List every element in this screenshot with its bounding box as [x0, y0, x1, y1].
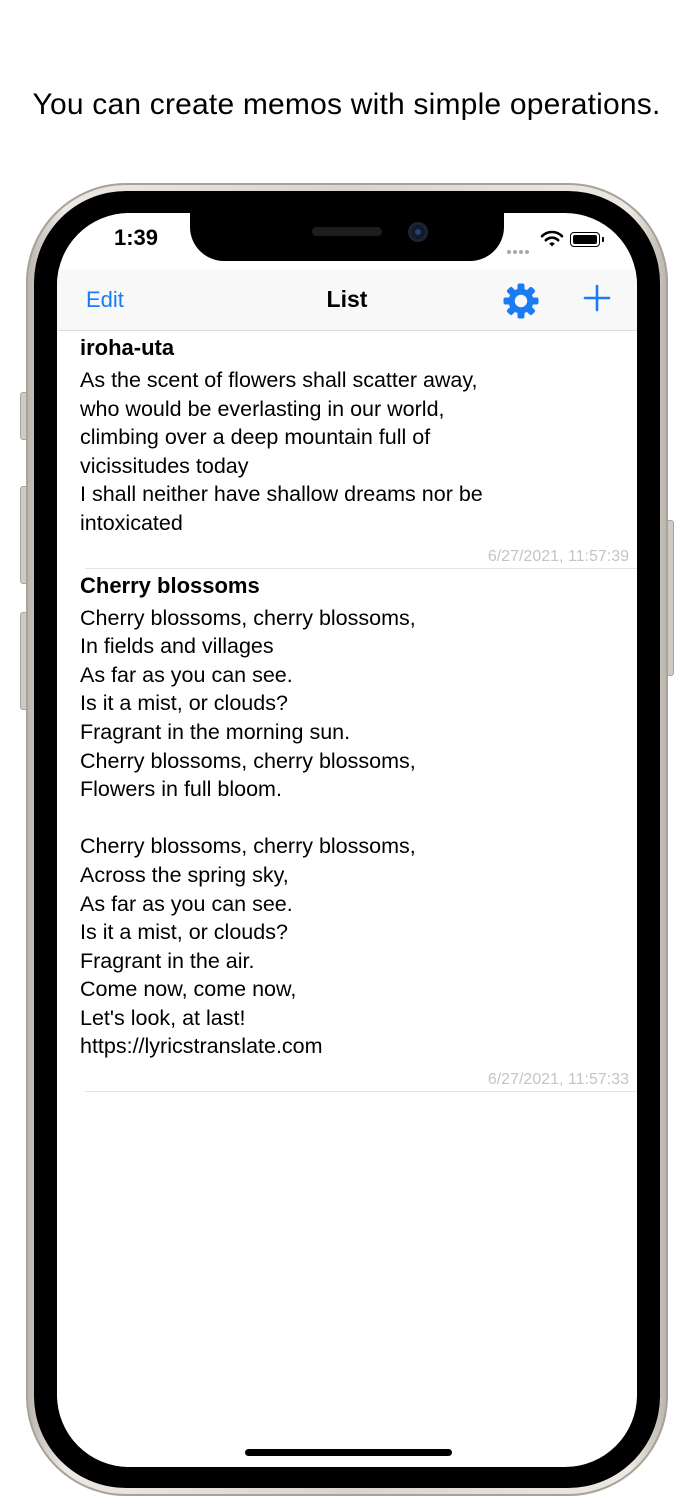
power-button [667, 520, 674, 676]
add-memo-button[interactable] [581, 282, 613, 314]
memo-body: As the scent of flowers shall scatter away, who would be everlasting in our world, climbing over a deep mountain full of vicissitudes today I shall neither have shallow dreams nor be intoxicated [80, 368, 483, 535]
memo-row[interactable] [57, 569, 637, 1093]
app-screen [57, 213, 637, 1467]
battery-icon [570, 232, 600, 247]
memo-timestamp: 6/27/2021, 11:57:33 [487, 1071, 629, 1089]
status-icons [507, 229, 617, 251]
row-divider [85, 1091, 637, 1092]
gear-icon [502, 282, 540, 320]
wifi-icon [540, 229, 564, 249]
promo-caption: You can create memos with simple operations. [32, 88, 661, 121]
front-camera-icon [408, 222, 428, 242]
volume-up-button [20, 486, 27, 584]
notch [190, 213, 504, 261]
speaker-grille [312, 227, 382, 236]
home-indicator[interactable] [245, 1449, 452, 1456]
signal-dots-icon [507, 241, 531, 259]
settings-button[interactable] [502, 282, 540, 320]
memo-title: iroha-uta [80, 335, 175, 360]
silent-switch [20, 392, 27, 440]
page-title: List [326, 286, 368, 312]
memo-row[interactable] [57, 331, 637, 569]
status-time: 1:39 [114, 225, 159, 250]
memo-body: Cherry blossoms, cherry blossoms, In fields and villages As far as you can see. Is it a mist, or clouds? Fragrant in the morning sun. Cherry blossoms, cherry blossoms, Flowers in full bloom. Cherry blossoms, cherry blossoms, Across the spring sky, As far as you can see. Is it a mist, or clouds? Fragrant in the air. Come now, come now, Let's look, at last! https://lyricstranslate.com [80, 605, 416, 1059]
edit-button[interactable]: Edit [86, 287, 124, 312]
volume-down-button [20, 612, 27, 710]
memo-timestamp: 6/27/2021, 11:57:39 [487, 547, 629, 565]
memo-title: Cherry blossoms [80, 572, 260, 598]
navigation-bar [57, 269, 637, 331]
memo-list [57, 331, 637, 1092]
plus-icon [581, 282, 613, 314]
